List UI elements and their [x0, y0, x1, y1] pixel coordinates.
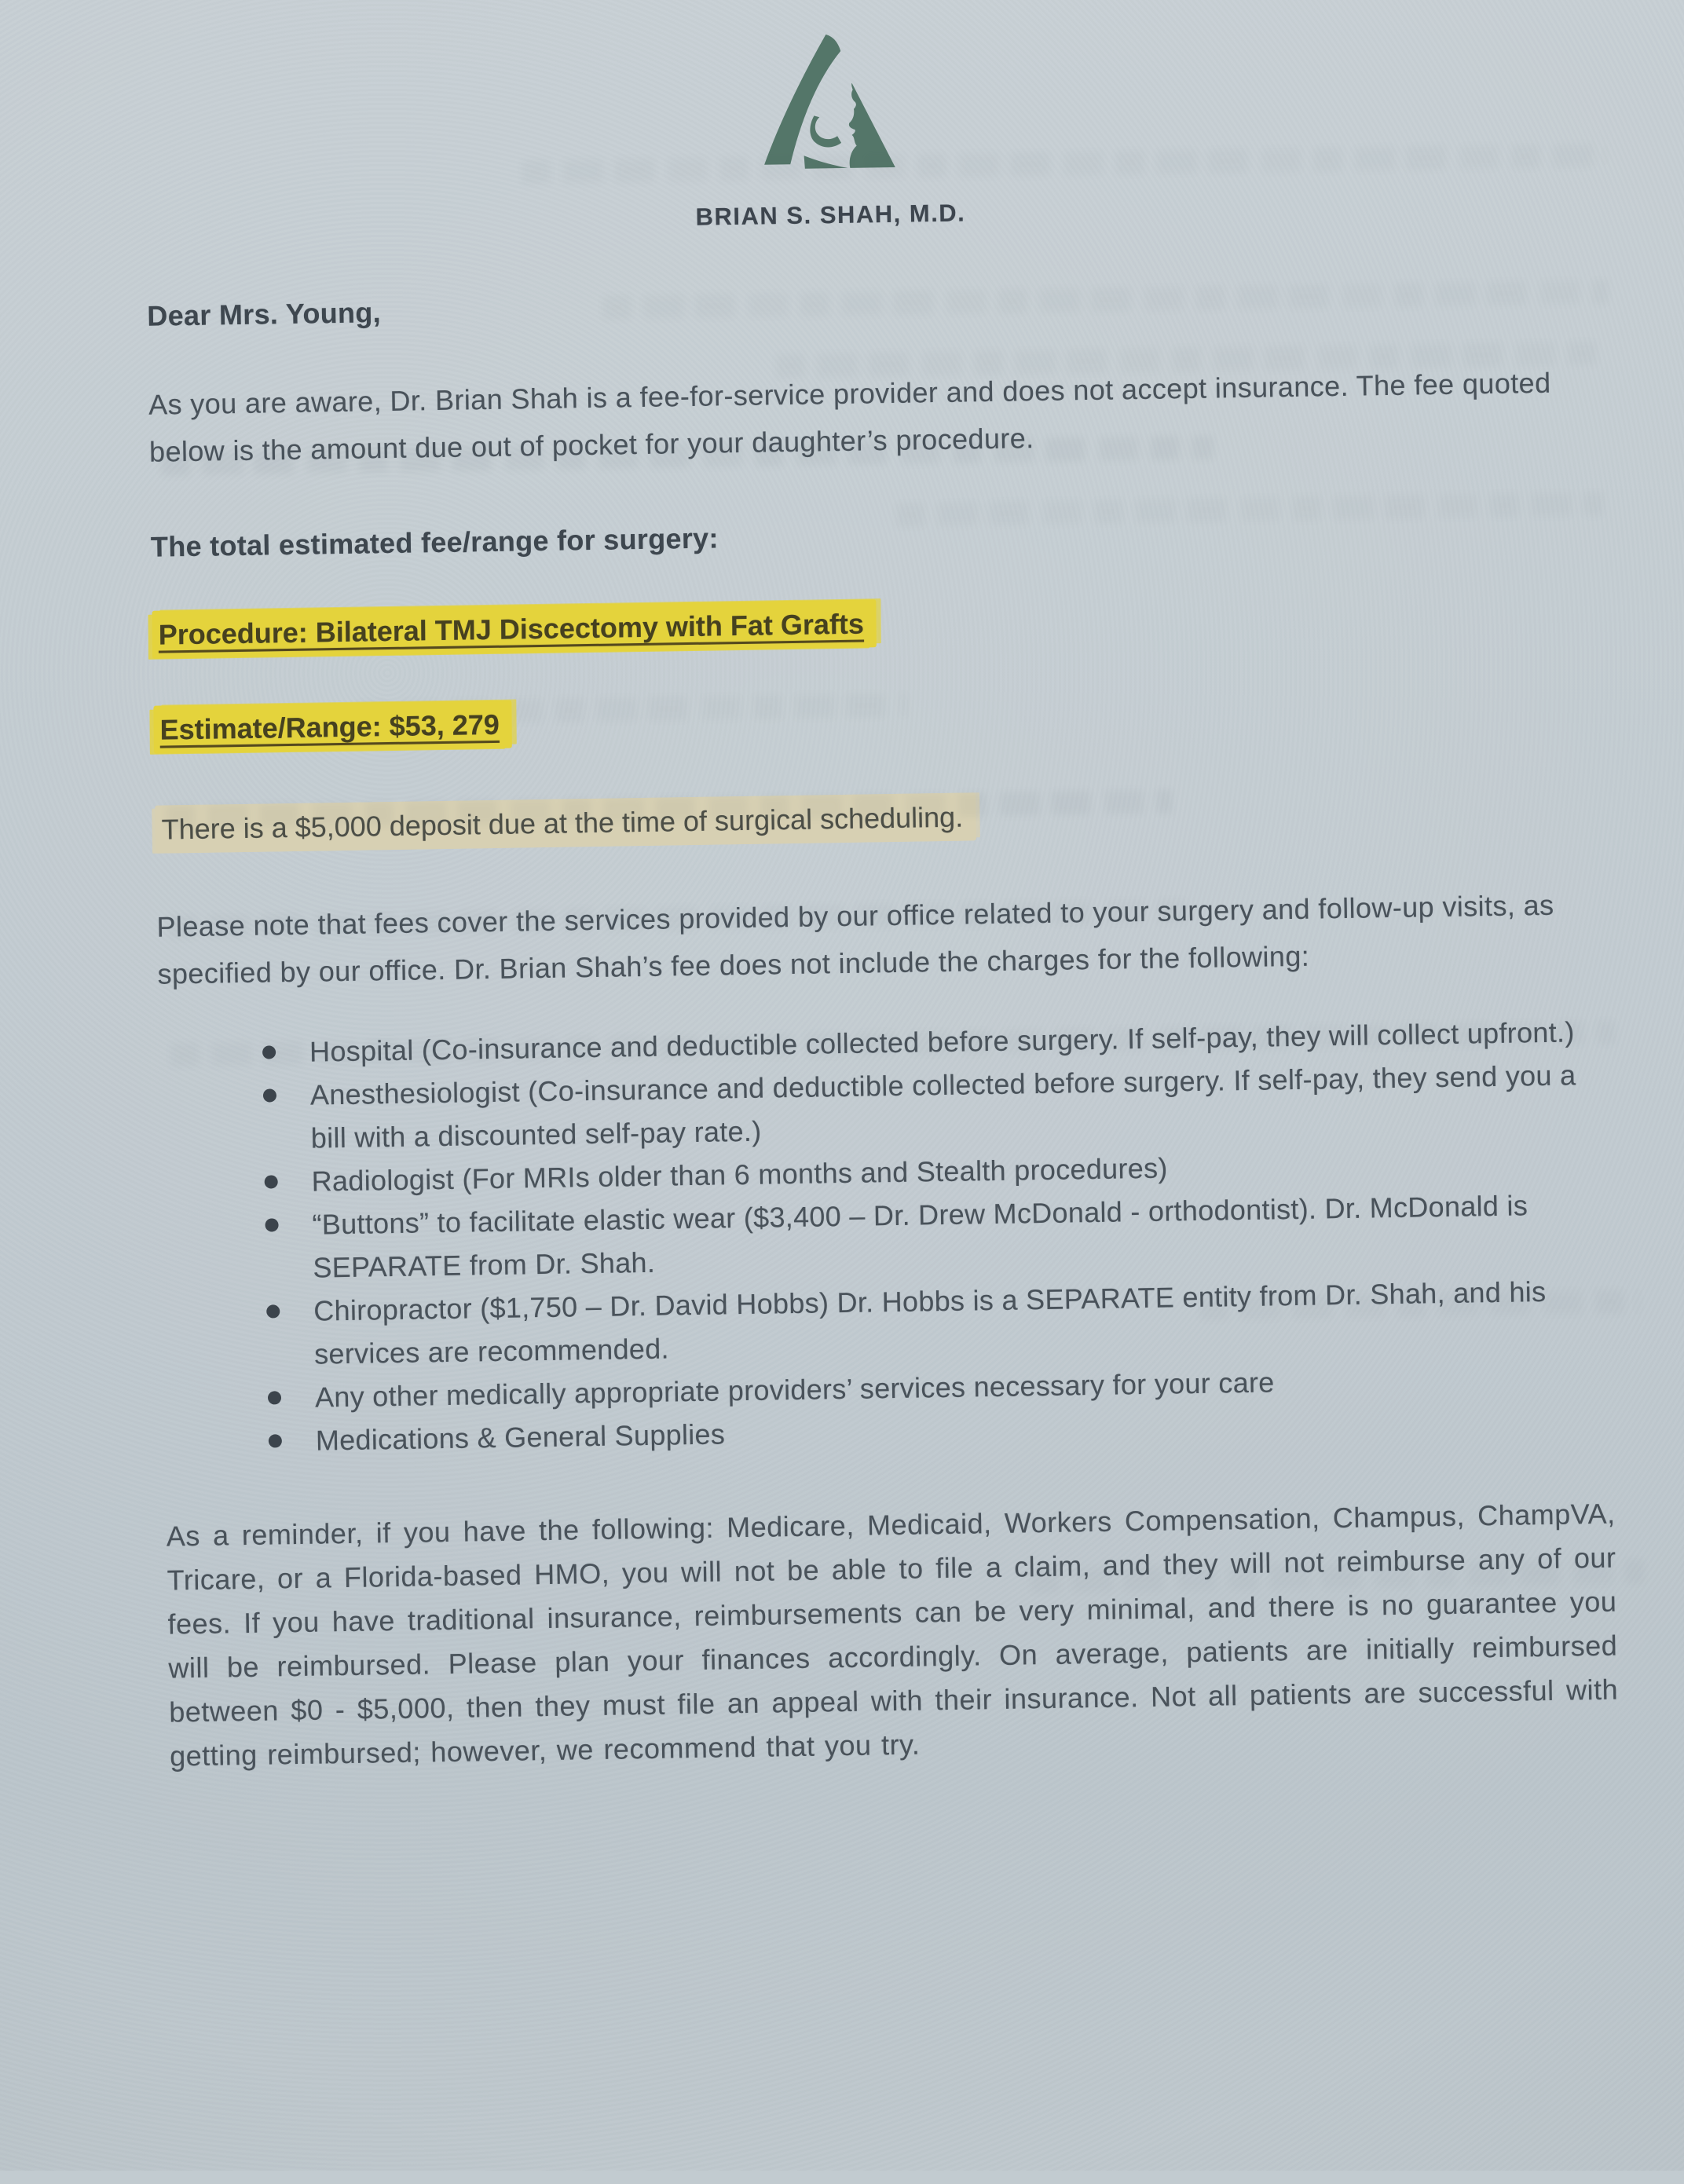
insurance-reminder-paragraph: As a reminder, if you have the following: Medicare, Medicaid, Workers Compensation, Champus, ChampVA, Tricare, or a Florida-based HMO, you will not be able to file a claim, and they will not reimburse any of our fees. If you have traditional insurance, reimbursements can be very minimal, and there is no guarantee you will be reimbursed. Please plan your finances accordingly. On average, patients are initially reimbursed between $0 - $5,000, then they must file an appeal with their insurance. Not all patients are successful with getting reimbursed; however, we recommend that you try. [166, 1492, 1619, 1779]
face-profile-triangle-logo-icon [753, 23, 905, 174]
clinic-logo [753, 23, 905, 174]
fee-heading: The total estimated fee/range for surgery: [151, 508, 1604, 564]
procedure-highlight: Procedure: Bilateral TMJ Discectomy with Fat Grafts [152, 599, 877, 658]
fees-note-paragraph: Please note that fees cover the services provided by our office related to your surgery and follow-up visits, as specified by our office. Dr. Brian Shah’s fee does not include the charges for the following: [156, 881, 1611, 998]
deposit-highlight: There is a $5,000 deposit due at the time of surgical scheduling. [155, 792, 976, 853]
estimate-highlight: Estimate/Range: $53, 279 [153, 701, 512, 754]
list-item: Chiropractor ($1,750 – Dr. David Hobbs) Dr. Hobbs is a SEPARATE entity from Dr. Shah, and his services are recommended. [265, 1269, 1586, 1376]
list-item: Hospital (Co-insurance and deductible collected before surgery. If self-pay, they will collect upfront.) [261, 1010, 1581, 1074]
list-item: Radiologist (For MRIs older than 6 months and Stealth procedures) [262, 1140, 1583, 1203]
exclusions-list [261, 1010, 1587, 1462]
salutation: Dear Mrs. Young, [147, 277, 1600, 333]
list-item: Anesthesiologist (Co-insurance and deductible collected before surgery. If self-pay, they send you a bill with a discounted self-pay rate.) [262, 1053, 1583, 1160]
intro-paragraph: As you are aware, Dr. Brian Shah is a fee-for-service provider and does not accept insurance. The fee quoted below is the amount due out of pocket for your daughter’s procedure. [148, 359, 1603, 476]
physician-name: BRIAN S. SHAH, M.D. [0, 188, 1673, 243]
procedure-line-wrap [152, 588, 1605, 659]
list-item: Medications & General Supplies [266, 1399, 1587, 1462]
list-item: Any other medically appropriate providers’ services necessary for your care [266, 1355, 1587, 1419]
letterhead [0, 10, 1673, 243]
list-item: “Buttons” to facilitate elastic wear ($3,400 – Dr. Drew McDonald - orthodontist). Dr. McDonald is SEPARATE from Dr. Shah. [263, 1183, 1584, 1290]
